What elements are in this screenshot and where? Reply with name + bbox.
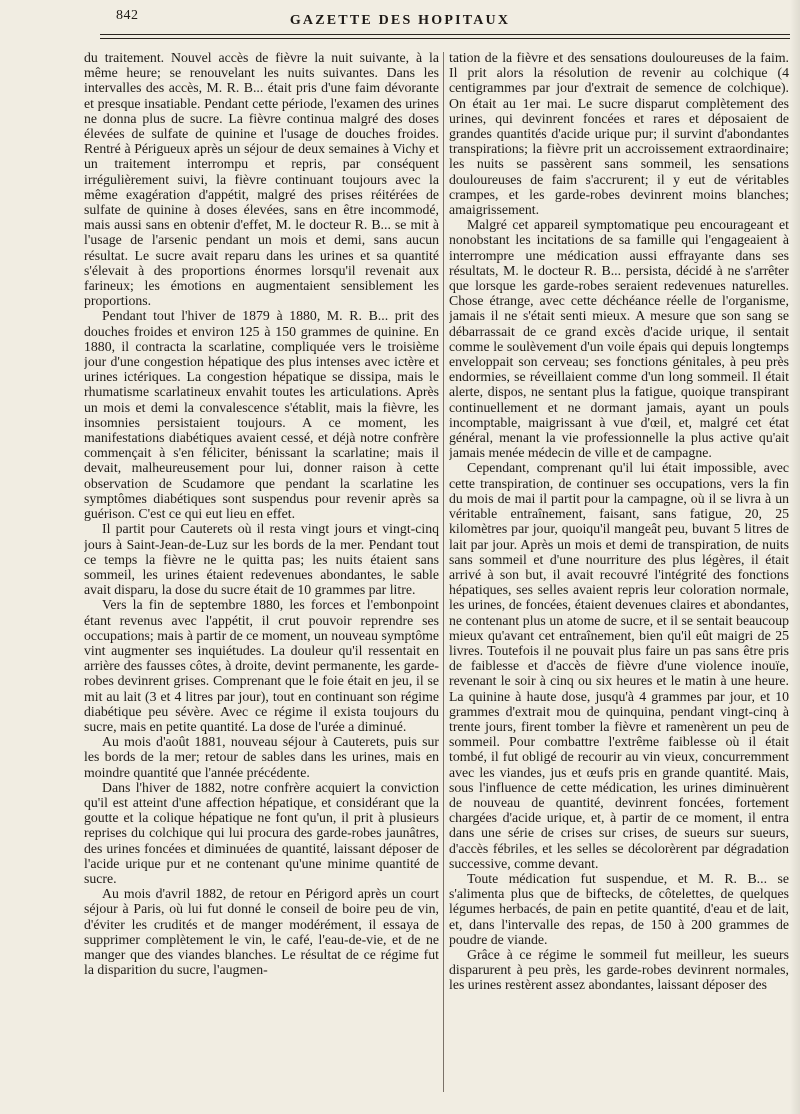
paragraph: Pendant tout l'hiver de 1879 à 1880, M. R. B... prit des douches froides et environ 125 à 150 grammes de quinine. En 1880, il contracta la scarlatine, compliquée vers le troisième jour d'une congestion hépatique des plus intenses avec ictère et urines ictériques. La congestion hépatique se dissipa, mais le rhumatisme scarlatineux envahit toutes les articulations. Après un mois et demi la convalescence s'établit, mais la fièvre, les insomnies persistaient toujours. A ce moment, les manifestations diabétiques avaient cessé, et déjà notre confrère commençait à s'en féliciter, bénissant la scarlatine; mais il devait, malheureusement pour lui, donner raison à cette observation de Scudamore que pendant la scarlatine les symptômes diabétiques sont suspendus pour revenir après sa guérison. C'est ce qui eut lieu en effet. (84, 308, 439, 522)
page-number: 842 (116, 8, 139, 23)
right-column (449, 50, 789, 1100)
paragraph: Cependant, comprenant qu'il lui était impossible, avec cette transpiration, de continuer ses occupations, vers la fin du mois de mai il partit pour la campagne, où il se livra à un véritable entraînement, faisant, sans fatigue, 20, 25 kilomètres par jour, quoiqu'il mangeât peu, buvant 5 litres de lait par jour. Après un mois et demi de transpiration, de nuits sans sommeil et d'une nourriture des plus légères, il était arrivé à son but, il avait recouvré l'intégrité des fonctions hépatiques, ses selles avaient repris leur coloration normale, les urines, de foncées, étaient devenues claires et abondantes, ne contenant plus un atome de sucre, et il se sentait beaucoup mieux qu'avant cet entraînement, bien qu'il eût maigri de 25 livres. Toutefois il ne pouvait plus faire un pas sans être pris de faiblesse et d'accès de fièvre d'une violence inouïe, revenant le soir à cinq ou six heures et le matin à une heure. La quinine à haute dose, jusqu'à 4 grammes par jour, et 10 grammes d'extrait mou de quinquina, pendant vingt-cinq à trente jours, firent tomber la fièvre et ramenèrent un peu de sommeil. Pour combattre l'extrême faiblesse où il était tombé, il fut obligé de recourir au vin vieux, concurremment avec les viandes, jus et œufs pris en grande quantité. Mais, sous l'influence de cette médication, les urines diminuèrent de nouveau de quantité, devinrent foncées, fortement chargées d'acide urique, et, à partir de ce moment, il entra dans une série de crises sur crises, de sueurs sur sueurs, d'accès fébriles, et les selles se décolorèrent par dégradation successive, comme devant. (449, 460, 789, 871)
page-edge-shadow (790, 0, 800, 1114)
header-rule-thin (100, 38, 790, 39)
paragraph: Il partit pour Cauterets où il resta vingt jours et vingt-cinq jours à Saint-Jean-de-Luz sur les bords de la mer. Pendant tout ce temps la fièvre ne le quitta pas; les nuits étaient sans sommeil, les urines étaient redevenues abondantes, le sable avait disparu, la dose du sucre était de 10 grammes par litre. (84, 521, 439, 598)
paragraph: Au mois d'avril 1882, de retour en Périgord après un court séjour à Paris, où lui fut donné le conseil de boire peu de vin, d'éviter les crudités et de manger modérément, il essaya de supprimer complètement le vin, le café, l'eau-de-vie, et de ne manger que des viandes blanches. Le résultat de ce régime fut la disparition du sucre, l'augmen- (84, 886, 439, 978)
paragraph: Vers la fin de septembre 1880, les forces et l'embonpoint étant revenus avec l'appétit, il crut pouvoir reprendre ses occupations; mais à partir de ce moment, un nouveau symptôme vint augmenter ses inquiétudes. La douleur qu'il ressentait en arrière des fausses côtes, à droite, devint permanente, les garde-robes devinrent grises. Comprenant que le foie était en jeu, il se mit au lait (3 et 4 litres par jour), tout en continuant son régime diabétique peu sévère. Avec ce régime il exista toujours du sucre, mais en petite quantité. La dose de l'urée a diminué. (84, 597, 439, 734)
paragraph: Grâce à ce régime le sommeil fut meilleur, les sueurs disparurent à peu près, les garde-robes devinrent normales, les urines restèrent assez abondantes, laissant déposer des (449, 946, 789, 993)
paragraph: du traitement. Nouvel accès de fièvre la nuit suivante, à la même heure; se renouvelant les nuits suivantes. Dans les intervalles des accès, M. R. B... était pris d'une faim dévorante et presque insatiable. Pendant cette période, l'examen des urines ne donna plus de sucre. La fièvre continua malgré des doses élevées de sulfate de quinine et l'usage de douches froides. Rentré à Périgueux après un séjour de deux semaines à Vichy et un traitement interrompu et repris, par conséquent irrégulièrement suivi, la fièvre continuant toujours avec la même exagération d'appétit, malgré des prises réitérées de sulfate de quinine à doses élevées, sans en être incommodé, mais aussi sans en obtenir d'effet, M. le docteur R. B... se mit à l'usage de l'arsenic pendant un mois et demi, sans aucun résultat. Le sucre avait reparu dans les urines et sa quantité s'élevait à des proportions énormes lorsqu'il revenait aux farineux; les émotions en augmentaient sensiblement les proportions. (84, 50, 439, 309)
paragraph: Au mois d'août 1881, nouveau séjour à Cauterets, puis sur les bords de la mer; retour de sables dans les urines, mais en moindre quantité que l'année précédente. (84, 734, 439, 780)
paragraph: Malgré cet appareil symptomatique peu encourageant et nonobstant les incitations de sa famille qui l'engageaient à interrompre une médication aussi effrayante dans ses résultats, M. le docteur R. B... persista, décidé à ne s'arrêter que lorsque les garde-robes seraient redevenues naturelles. Chose étrange, avec cette déchéance réelle de l'organisme, jamais il ne s'était senti mieux. A mesure que son sang se débarrassait de ce grand excès d'acide urique, il sentait comme le soulèvement d'un voile épais qui depuis longtemps enveloppait son cerveau; ses fonctions génitales, à peu près endormies, se réveillaient comme d'un long sommeil. Il était alerte, dispos, ne sentant plus la fatigue, quoique transpirant continuellement et ne dormant jamais, ayant un pouls incomptable, maigrissant à vue d'œil, et, malgré cet état général, menant la vie professionnelle la plus active qu'ait jamais menée médecin de ville et de campagne. (449, 217, 789, 461)
paragraph: Toute médication fut suspendue, et M. R. B... se s'alimenta plus que de biftecks, de côtelettes, de quelques légumes herbacés, de pain en petite quantité, d'eau et de lait, et, dans l'intervalle des repas, de 150 à 200 grammes de poudre de viande. (449, 870, 789, 947)
paragraph: tation de la fièvre et des sensations douloureuses de la faim. Il prit alors la résolution de revenir au colchique (4 centigrammes par jour d'extrait de semence de colchique). On était au 1er mai. Le sucre disparut complètement des urines, qui devinrent foncées et rares et déposaient de grandes quantités d'acide urique pur; il survint d'abondantes transpirations; la fièvre prit un accroissement extraordinaire; les nuits se passèrent sans sommeil, les sensations douloureuses de faim s'accrurent; il y eut de véritables crampes, et les garde-robes devinrent moins blanches; amaigrissement. (449, 50, 789, 218)
running-title: GAZETTE DES HOPITAUX (289, 13, 511, 28)
left-column (84, 50, 439, 1100)
paragraph: Dans l'hiver de 1882, notre confrère acquiert la conviction qu'il est atteint d'une affection hépatique, et considérant que la goutte et la colique hépatique ne font qu'un, il prit à plusieurs reprises du colchique qui lui procura des garde-robes jaunâtres, des urines foncées et diminuées de quantité, laissant déposer de l'acide urique pur et ne contenant qu'une minime quantité de sucre. (84, 779, 439, 886)
header-rule (100, 34, 790, 35)
column-divider (443, 52, 444, 1092)
